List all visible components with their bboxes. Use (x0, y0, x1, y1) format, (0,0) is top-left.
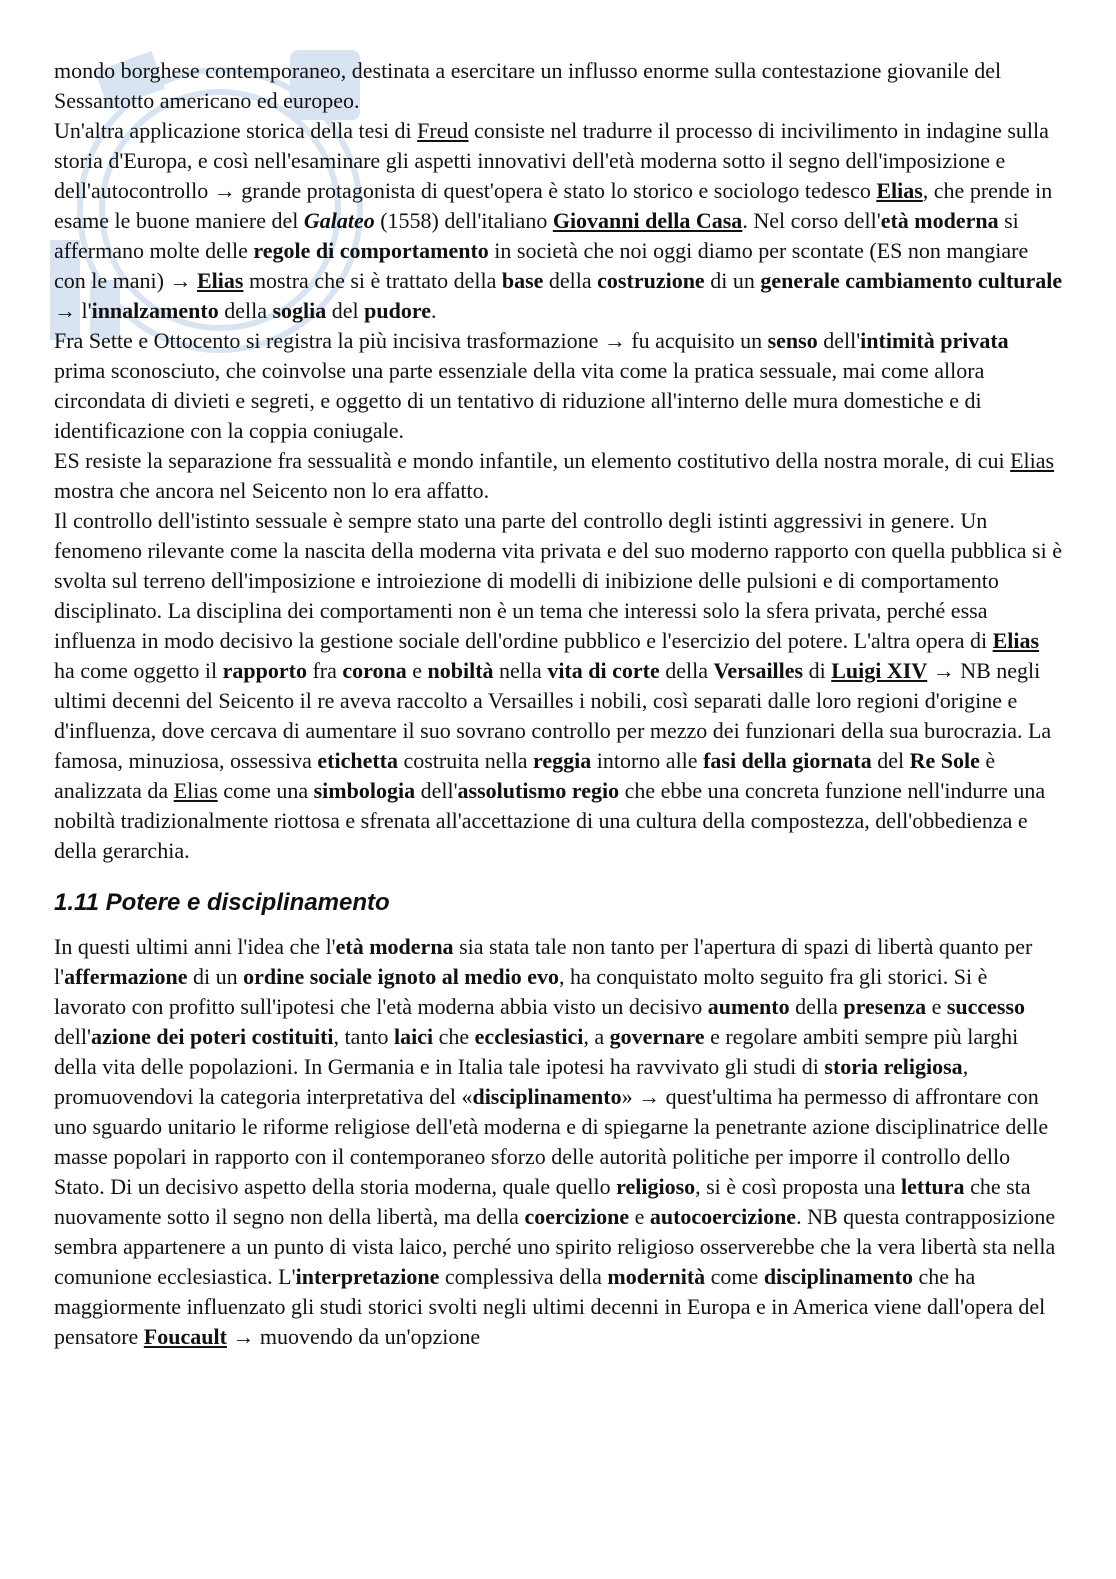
emphasized-term: religioso (616, 1174, 696, 1199)
text-run: , promuovendovi la categoria interpretativa del « (54, 1054, 969, 1109)
emphasized-term: pudore (364, 298, 431, 323)
emphasized-term: Re Sole (909, 748, 980, 773)
text-run: che sta nuovamente sotto il segno non della libertà, ma della (54, 1174, 1031, 1229)
underlined-term: Elias (992, 628, 1040, 653)
emphasized-term: costruzione (597, 268, 705, 293)
text-run: Il controllo dell'istinto sessuale è sempre stato una parte del controllo degli istinti aggressivi in genere. Un fenomeno rilevante come la nascita della moderna vita privata e del suo moderno rapporto con quella pubblica si è svolta sul terreno dell'imposizione e introiezione di modelli di inibizione delle pulsioni e di comportamento disciplinato. La disciplina dei comportamenti non è un tema che interessi solo la sfera privata, perché essa influenza in modo decisivo la gestione sociale dell'ordine pubblico e l'esercizio del potere. L'altra opera di (54, 508, 1062, 653)
text-run: si affermano molte delle (54, 208, 1019, 263)
text-run: che (433, 1024, 475, 1049)
paragraph (54, 56, 1064, 116)
text-run: in società che noi oggi diamo per scontate (ES non mangiare con le mani) → (54, 238, 1029, 293)
text-run: , che prende in esame le buone maniere del (54, 178, 1053, 233)
underlined-term: Elias (173, 778, 218, 803)
text-run: del (326, 298, 365, 323)
text-run: complessiva della (439, 1264, 608, 1289)
text-run: . Nel corso dell' (742, 208, 881, 233)
text-run: ES resiste la separazione fra sessualità e mondo infantile, un elemento costitutivo della nostra morale, di cui (54, 448, 1011, 473)
text-run: Un'altra applicazione storica della tesi di (54, 118, 418, 143)
text-run: come (705, 1264, 764, 1289)
underlined-term: Freud (417, 118, 469, 143)
emphasized-term: corona (342, 658, 407, 683)
emphasized-term: soglia (272, 298, 327, 323)
emphasized-term: rapporto (222, 658, 307, 683)
emphasized-term: disciplinamento (472, 1084, 622, 1109)
text-run: . (431, 298, 437, 323)
emphasized-term: regole di comportamento (253, 238, 489, 263)
underlined-term: Elias (196, 268, 244, 293)
text-run: mostra che ancora nel Seicento non lo era affatto. (54, 478, 490, 503)
emphasized-term: aumento (707, 994, 790, 1019)
text-run: , si è così proposta una (695, 1174, 902, 1199)
emphasized-term: affermazione (64, 964, 188, 989)
text-run: mondo borghese contemporaneo, destinata a esercitare un influsso enorme sulla contestazione giovanile del Sessantotto americano ed europeo. (54, 58, 1002, 113)
emphasized-term: ordine sociale ignoto al medio evo (243, 964, 560, 989)
text-run: di (803, 658, 832, 683)
document-body (54, 56, 1064, 1352)
emphasized-term: azione dei poteri costituiti (90, 1024, 334, 1049)
emphasized-term: storia religiosa (824, 1054, 963, 1079)
text-run: della (659, 658, 714, 683)
underlined-term: Luigi XIV (831, 658, 928, 683)
text-run: consiste nel tradurre il processo di incivilimento in indagine sulla storia d'Europa, e così nell'esaminare gli aspetti innovativi dell'età moderna sotto il segno dell'imposizione e dell'autocontrollo → grande protagonista di quest'opera è stato lo storico e sociologo tedesco (54, 118, 1049, 203)
text-run: della (789, 994, 844, 1019)
text-run: prima sconosciuto, che coinvolse una parte essenziale della vita come la pratica sessuale, mai come allora circondata di divieti e segreti, e oggetto di un tentativo di riduzione all'interno delle mura domestiche e di identificazione con la coppia coniugale. (54, 358, 985, 443)
text-run: e (926, 994, 947, 1019)
emphasized-term: presenza (843, 994, 927, 1019)
emphasized-term: assolutismo regio (457, 778, 620, 803)
paragraph (54, 446, 1064, 506)
emphasized-term: vita di corte (547, 658, 660, 683)
text-run: sia stata tale non tanto per l'apertura di spazi di libertà quanto per l' (54, 934, 1033, 989)
text-run: , ha conquistato molto seguito fra gli storici. Si è lavorato con profitto sull'ipotesi che l'età moderna abbia visto un decisivo (54, 964, 988, 1019)
text-run: dell' (415, 778, 458, 803)
emphasized-term: intimità privata (860, 328, 1009, 353)
underlined-term: Giovanni della Casa (552, 208, 743, 233)
emphasized-term: simbologia (313, 778, 416, 803)
text-run: , a (583, 1024, 610, 1049)
text-run: In questi ultimi anni l'idea che l' (54, 934, 336, 959)
text-run: e (629, 1204, 650, 1229)
text-run: » → quest'ultima ha permesso di affrontare con uno sguardo unitario le riforme religiose dell'età moderna e di spiegarne la penetrante azione disciplinatrice delle masse popolari in rapporto con il contemporaneo sforzo delle autorità politiche per imporre il controllo dello Stato. Di un decisivo aspetto della storia moderna, quale quello (54, 1084, 1049, 1199)
text-run: che ebbe una concreta funzione nell'indurre una nobiltà tradizionalmente riottosa e sfrenata all'accettazione di una cultura della compostezza, dell'obbedienza e della gerarchia. (54, 778, 1046, 863)
section-heading: 1.11 Potere e disciplinamento (54, 889, 390, 916)
emphasized-term: ecclesiastici (474, 1024, 584, 1049)
emphasized-term: disciplinamento (763, 1264, 913, 1289)
emphasized-term: autocoercizione (649, 1204, 797, 1229)
text-run: mostra che si è trattato della (243, 268, 502, 293)
text-run: è analizzata da (54, 748, 996, 803)
text-run: e regolare ambiti sempre più larghi della vita delle popolazioni. In Germania e in Italia tale ipotesi ha ravvivato gli studi di (54, 1024, 1019, 1079)
emphasized-term: Galateo (303, 208, 375, 233)
underlined-term: Foucault (143, 1324, 227, 1349)
section-paragraph (54, 932, 1064, 1352)
text-run: come una (217, 778, 314, 803)
emphasized-term: reggia (533, 748, 592, 773)
text-run: di un (704, 268, 761, 293)
underlined-term: Elias (876, 178, 923, 203)
text-run: e (406, 658, 428, 683)
emphasized-term: età moderna (335, 934, 454, 959)
emphasized-term: modernità (607, 1264, 706, 1289)
paragraph (54, 326, 1064, 446)
text-run: che ha maggiormente influenzato gli studi storici svolti negli ultimi decenni in Europa e in America viene dall'opera del pensatore (54, 1264, 1046, 1349)
emphasized-term: età moderna (880, 208, 999, 233)
emphasized-term: interpretazione (295, 1264, 440, 1289)
text-run: dell' (54, 1024, 91, 1049)
text-run: → l' (54, 298, 92, 323)
text-run: della (218, 298, 273, 323)
text-run: ha come oggetto il (54, 658, 223, 683)
paragraph (54, 116, 1064, 326)
text-run: del (871, 748, 910, 773)
emphasized-term: successo (946, 994, 1026, 1019)
emphasized-term: senso (767, 328, 818, 353)
emphasized-term: etichetta (317, 748, 398, 773)
text-run: → muovendo da un'opzione (226, 1324, 481, 1349)
text-run: costruita nella (397, 748, 533, 773)
text-run: Fra Sette e Ottocento si registra la più incisiva trasformazione → fu acquisito un (54, 328, 768, 353)
emphasized-term: laici (394, 1024, 434, 1049)
text-run: di un (187, 964, 244, 989)
text-run: della (543, 268, 598, 293)
emphasized-term: fasi della giornata (703, 748, 872, 773)
text-run: nella (493, 658, 548, 683)
emphasized-term: nobiltà (427, 658, 494, 683)
text-run: (1558) dell'italiano (374, 208, 553, 233)
text-run: fra (306, 658, 343, 683)
text-run: . NB questa contrapposizione sembra appartenere a un punto di vista laico, perché uno spirito religioso osserverebbe che la vera libertà sta nella comunione ecclesiastica. L' (54, 1204, 1056, 1289)
emphasized-term: base (501, 268, 544, 293)
text-run: → NB negli ultimi decenni del Seicento il re aveva raccolto a Versailles i nobili, così separati dalle loro regioni d'origine e d'influenza, dove cercava di aumentare il suo sovrano controllo per mezzo dei funzionari della sua burocrazia. La famosa, minuziosa, ossessiva (54, 658, 1052, 773)
emphasized-term: coercizione (524, 1204, 630, 1229)
emphasized-term: Versailles (713, 658, 804, 683)
text-run: dell' (817, 328, 861, 353)
paragraph (54, 506, 1064, 866)
text-run: intorno alle (591, 748, 704, 773)
underlined-term: Elias (1010, 448, 1055, 473)
emphasized-term: governare (609, 1024, 705, 1049)
emphasized-term: lettura (901, 1174, 965, 1199)
emphasized-term: innalzamento (91, 298, 219, 323)
emphasized-term: generale cambiamento culturale (760, 268, 1063, 293)
text-run: , tanto (333, 1024, 395, 1049)
